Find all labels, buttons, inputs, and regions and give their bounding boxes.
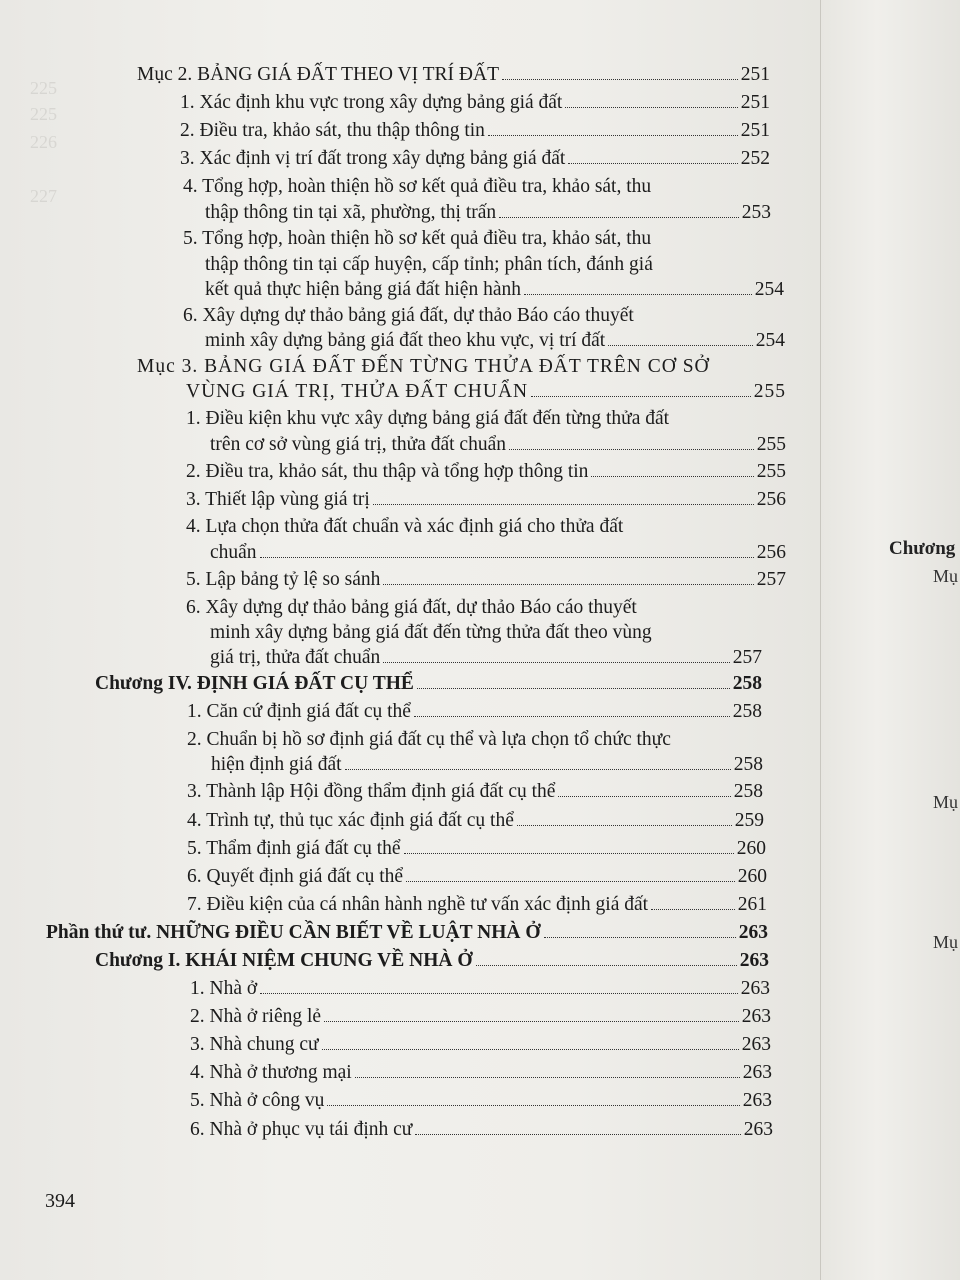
toc-entry-page: 251 (740, 92, 770, 113)
toc-entry-page: 256 (756, 489, 786, 510)
bleed-through-text: 226 (30, 132, 57, 152)
toc-entry-label: 3. Thiết lập vùng giá trị (186, 489, 370, 510)
toc-entry[interactable] (187, 699, 762, 725)
leader-dots (502, 79, 738, 80)
bleed-through-text: 225 (30, 78, 57, 98)
toc-entry-label: 5. Lập bảng tỷ lệ so sánh (186, 569, 381, 590)
toc-entry-label: Phần thứ tư. NHỮNG ĐIỀU CẦN BIẾT VỀ LUẬT NHÀ Ở (46, 922, 541, 943)
toc-entry-line: 6. Xây dựng dự thảo bảng giá đất, dự thảo Báo cáo thuyết (183, 305, 634, 326)
toc-entry-page: 258 (733, 781, 763, 802)
toc-entry-label: 5. Thẩm định giá đất cụ thể (187, 838, 401, 859)
toc-entry-page: 258 (732, 701, 762, 722)
toc-entry-line: 5. Tổng hợp, hoàn thiện hồ sơ kết quả điều tra, khảo sát, thu (183, 228, 652, 249)
leader-dots (509, 449, 754, 450)
toc-entry-page: 252 (740, 148, 770, 169)
toc-entry-line: minh xây dựng bảng giá đất đến từng thửa đất theo vùng (210, 622, 652, 643)
toc-entry-page: 263 (743, 1119, 773, 1140)
toc-entry-label: 3. Xác định vị trí đất trong xây dựng bảng giá đất (180, 148, 566, 169)
toc-entry-line: 1. Điều kiện khu vực xây dựng bảng giá đất đến từng thửa đất (186, 408, 670, 429)
toc-entry[interactable] (187, 864, 767, 890)
facing-page-chapter-label: Chương (889, 538, 956, 559)
toc-entry[interactable] (210, 540, 786, 566)
facing-page-section-label: Mụ (933, 566, 959, 586)
toc-entry-page: 253 (741, 202, 771, 223)
toc-entry-page: 257 (732, 647, 762, 668)
toc-entry-page: 263 (741, 1006, 771, 1027)
leader-dots (531, 396, 751, 397)
toc-entry-page: 261 (737, 894, 767, 915)
toc-entry-page: 263 (742, 1062, 772, 1083)
toc-entry-page: 255 (756, 434, 786, 455)
toc-entry-label: 1. Căn cứ định giá đất cụ thể (187, 701, 411, 722)
toc-entry[interactable] (211, 752, 763, 778)
toc-entry[interactable] (180, 90, 770, 116)
leader-dots (404, 853, 734, 854)
bleed-through-text: 227 (30, 186, 57, 206)
toc-entry-page: 251 (740, 120, 770, 141)
toc-entry-label: Chương I. KHÁI NIỆM CHUNG VỀ NHÀ Ở (95, 950, 473, 971)
toc-entry-label: giá trị, thửa đất chuẩn (210, 647, 381, 668)
leader-dots (608, 345, 753, 346)
toc-entry[interactable] (187, 808, 764, 834)
toc-entry-label: trên cơ sở vùng giá trị, thửa đất chuẩn (210, 434, 506, 455)
toc-entry-label: 7. Điều kiện của cá nhân hành nghề tư vấn xác định giá đất (187, 894, 649, 915)
leader-dots (476, 965, 737, 966)
leader-dots (499, 217, 739, 218)
toc-entry-label: hiện định giá đất (211, 754, 342, 775)
toc-entry-line: thập thông tin tại cấp huyện, cấp tỉnh; phân tích, đánh giá (205, 254, 653, 275)
leader-dots (417, 688, 730, 689)
toc-entry[interactable] (187, 892, 767, 918)
toc-entry[interactable] (180, 146, 770, 172)
toc-entry[interactable] (205, 328, 785, 354)
toc-entry-line: 2. Chuẩn bị hồ sơ định giá đất cụ thể và lựa chọn tổ chức thực (187, 729, 671, 750)
leader-dots (591, 476, 753, 477)
toc-entry-page: 260 (737, 866, 767, 887)
toc-entry[interactable] (186, 459, 786, 485)
toc-entry-label: Mục 2. BẢNG GIÁ ĐẤT THEO VỊ TRÍ ĐẤT (137, 64, 499, 85)
leader-dots (517, 825, 732, 826)
toc-entry-label: 3. Nhà chung cư (190, 1034, 319, 1055)
leader-dots (544, 937, 736, 938)
toc-entry-label: Chương IV. ĐỊNH GIÁ ĐẤT CỤ THỂ (95, 673, 414, 694)
toc-entry-label: 4. Nhà ở thương mại (190, 1062, 352, 1083)
toc-entry[interactable] (205, 277, 784, 303)
leader-dots (324, 1021, 739, 1022)
toc-entry-label: chuẩn (210, 542, 257, 563)
leader-dots (651, 909, 735, 910)
toc-entry[interactable] (190, 1004, 771, 1030)
toc-entry[interactable] (190, 1088, 772, 1114)
toc-entry[interactable] (186, 487, 786, 513)
toc-entry-section-heading[interactable] (186, 379, 786, 405)
toc-entry-page: 263 (739, 950, 769, 971)
toc-entry-page: 263 (742, 1090, 772, 1111)
toc-entry[interactable] (187, 836, 766, 862)
bleed-through-text: 225 (30, 104, 57, 124)
toc-entry-page: 255 (756, 461, 786, 482)
toc-entry[interactable] (190, 1117, 773, 1143)
toc-entry-page: 263 (740, 978, 770, 999)
leader-dots (406, 881, 735, 882)
toc-entry-label: minh xây dựng bảng giá đất theo khu vực, vị trí đất (205, 330, 606, 351)
toc-entry-page: 257 (756, 569, 786, 590)
toc-entry[interactable] (205, 200, 771, 226)
page-number: 394 (45, 1190, 75, 1212)
toc-entry-page: 256 (756, 542, 786, 563)
toc-entry-page: 258 (732, 673, 762, 694)
leader-dots (565, 107, 737, 108)
toc-entry-section-heading[interactable] (137, 62, 770, 88)
toc-entry-label: 6. Nhà ở phục vụ tái định cư (190, 1119, 413, 1140)
toc-entry-chapter-heading[interactable] (95, 671, 762, 697)
leader-dots (373, 504, 754, 505)
toc-entry-line: 4. Tổng hợp, hoàn thiện hồ sơ kết quả điều tra, khảo sát, thu (183, 176, 652, 197)
leader-dots (558, 796, 730, 797)
facing-page-section-label: Mụ (933, 792, 959, 812)
toc-entry-line: 6. Xây dựng dự thảo bảng giá đất, dự thảo Báo cáo thuyết (186, 597, 637, 618)
toc-entry-label: 6. Quyết định giá đất cụ thể (187, 866, 404, 887)
leader-dots (260, 557, 754, 558)
toc-entry-label: 3. Thành lập Hội đồng thẩm định giá đất cụ thể (187, 781, 556, 802)
toc-entry[interactable] (210, 432, 786, 458)
facing-page-section-label: Mụ (933, 932, 959, 952)
leader-dots (345, 769, 731, 770)
toc-entry[interactable] (190, 1060, 772, 1086)
leader-dots (383, 584, 753, 585)
toc-entry-page: 254 (755, 330, 785, 351)
toc-entry-page: 260 (736, 838, 766, 859)
toc-entry-chapter-heading[interactable] (95, 948, 769, 974)
toc-entry-part-heading[interactable] (46, 920, 768, 946)
toc-entry[interactable] (210, 645, 762, 671)
toc-entry[interactable] (186, 567, 786, 593)
leader-dots (488, 135, 738, 136)
toc-entry-label: 2. Điều tra, khảo sát, thu thập và tổng hợp thông tin (186, 461, 589, 482)
toc-entry-label: 4. Trình tự, thủ tục xác định giá đất cụ thể (187, 810, 514, 831)
leader-dots (524, 294, 752, 295)
toc-entry-page: 254 (754, 279, 784, 300)
toc-entry[interactable] (190, 1032, 771, 1058)
toc-entry-page: 258 (733, 754, 763, 775)
leader-dots (383, 662, 729, 663)
leader-dots (415, 1134, 740, 1135)
toc-entry-label: thập thông tin tại xã, phường, thị trấn (205, 202, 497, 223)
facing-page (820, 0, 960, 1280)
toc-entry-label: 2. Điều tra, khảo sát, thu thập thông tin (180, 120, 485, 141)
toc-entry-label: 5. Nhà ở công vụ (190, 1090, 325, 1111)
toc-entry-label: kết quả thực hiện bảng giá đất hiện hành (205, 279, 521, 300)
leader-dots (414, 716, 730, 717)
toc-entry[interactable] (190, 976, 770, 1002)
leader-dots (568, 163, 737, 164)
toc-entry-label: 1. Xác định khu vực trong xây dựng bảng giá đất (180, 92, 563, 113)
toc-entry[interactable] (187, 779, 763, 805)
toc-entry-page: 263 (741, 1034, 771, 1055)
toc-section-heading-line: Mục 3. BẢNG GIÁ ĐẤT ĐẾN TỪNG THỬA ĐẤT TRÊN CƠ SỞ (137, 356, 710, 377)
leader-dots (327, 1105, 739, 1106)
toc-entry[interactable] (180, 118, 770, 144)
toc-entry-label: 2. Nhà ở riêng lẻ (190, 1006, 322, 1027)
toc-entry-page: 255 (753, 381, 786, 402)
toc-entry-page: 259 (734, 810, 764, 831)
toc-entry-page: 263 (738, 922, 768, 943)
leader-dots (322, 1049, 739, 1050)
toc-entry-page: 251 (740, 64, 770, 85)
leader-dots (355, 1077, 740, 1078)
toc-entry-line: 4. Lựa chọn thửa đất chuẩn và xác định giá cho thửa đất (186, 516, 624, 537)
toc-entry-label: 1. Nhà ở (190, 978, 258, 999)
toc-entry-label: VÙNG GIÁ TRỊ, THỬA ĐẤT CHUẨN (186, 381, 529, 402)
leader-dots (260, 993, 738, 994)
